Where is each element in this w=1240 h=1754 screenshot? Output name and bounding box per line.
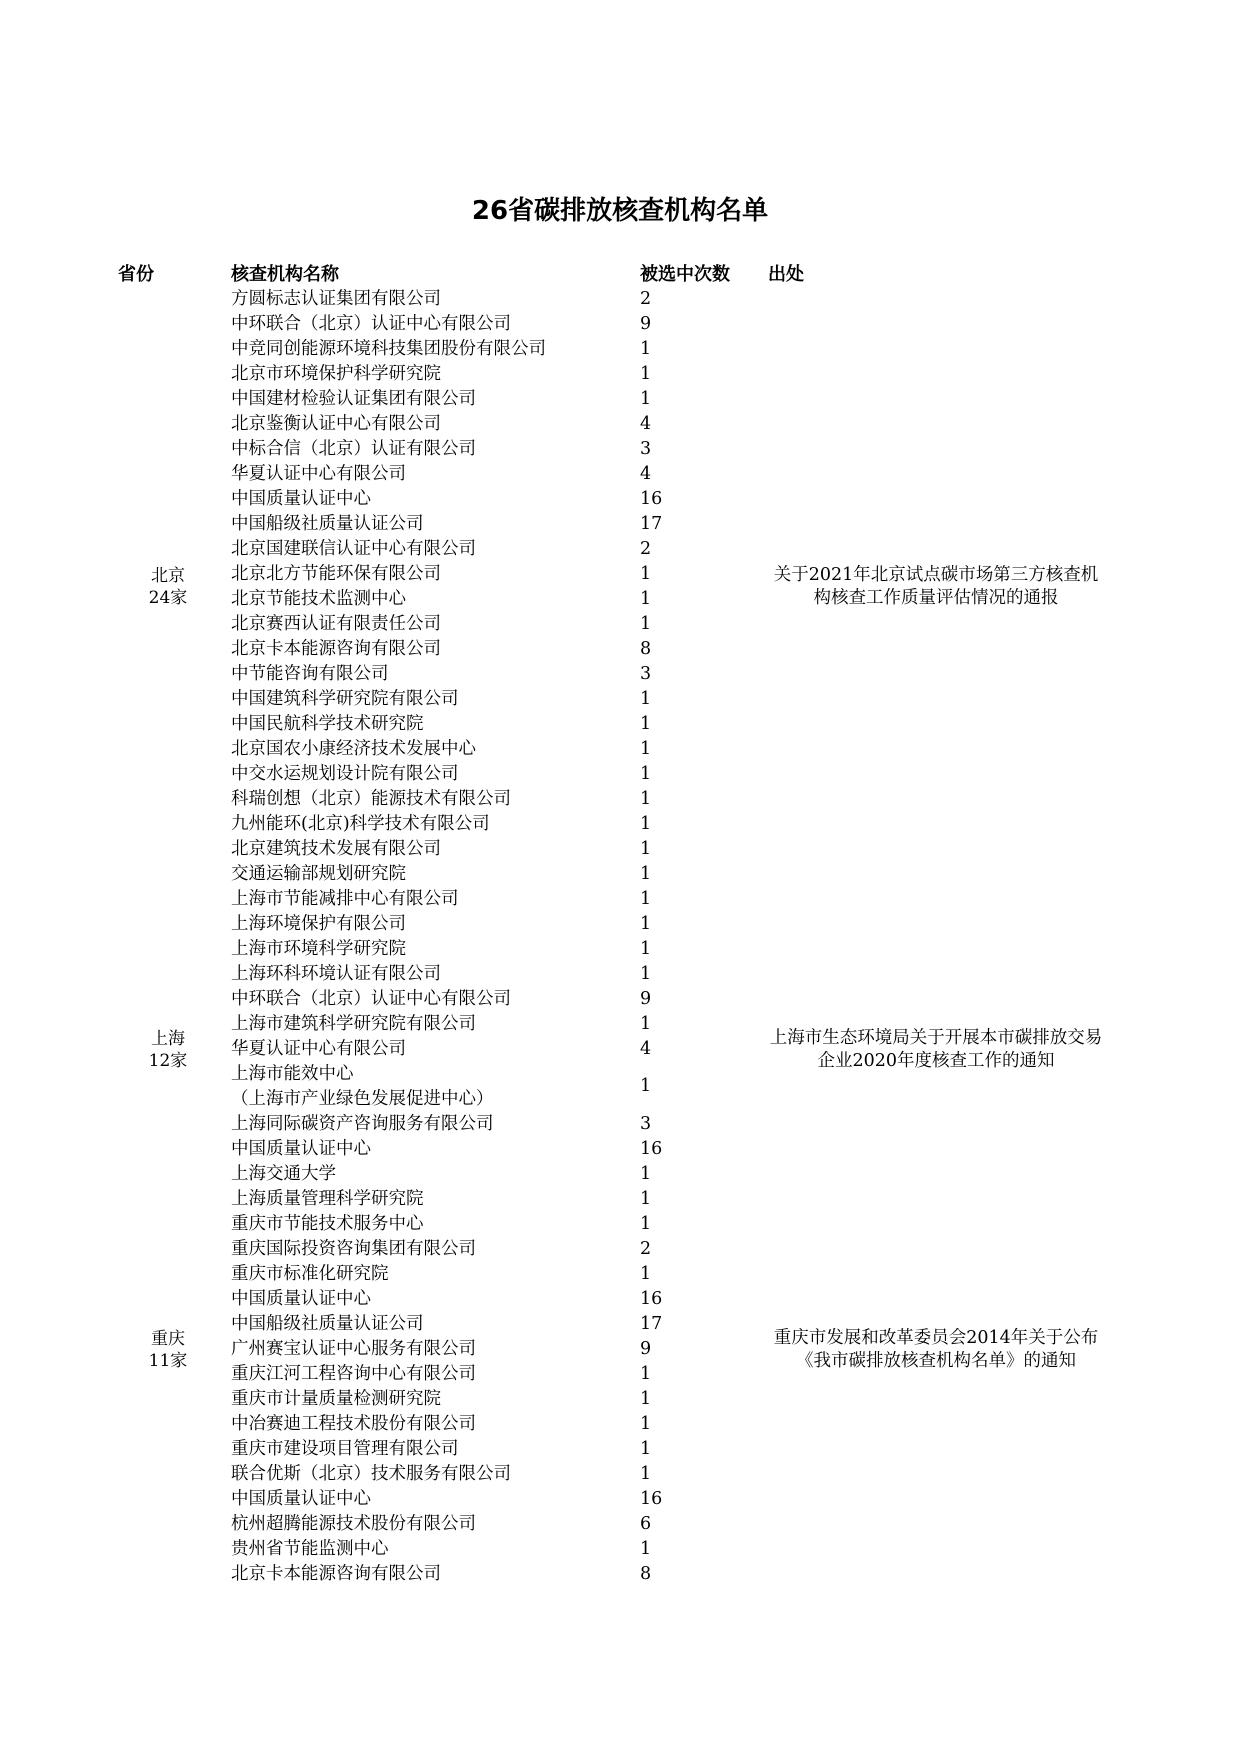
- times-selected-cell: 1: [640, 1164, 652, 1184]
- province-name: 上海: [151, 1028, 185, 1049]
- times-selected-cell: 2: [640, 539, 652, 559]
- times-selected-cell: 4: [640, 1039, 652, 1059]
- table-row: [0, 362, 1240, 387]
- times-selected-cell: 9: [640, 989, 652, 1009]
- agency-name-cell: 杭州超腾能源技术股份有限公司: [231, 1514, 476, 1534]
- table-row: [0, 337, 1240, 362]
- times-selected-cell: 1: [640, 689, 652, 709]
- agency-name-cell: 重庆市计量质量检测研究院: [231, 1389, 441, 1409]
- province-group: [0, 887, 1240, 1212]
- table-row: [0, 1162, 1240, 1187]
- times-selected-cell: 3: [640, 1114, 652, 1134]
- agency-name-cell: 中节能咨询有限公司: [231, 664, 389, 684]
- agency-name-cell: 重庆江河工程咨询中心有限公司: [231, 1364, 476, 1384]
- agency-name-cell: 华夏认证中心有限公司: [231, 464, 406, 484]
- province-group: [0, 1487, 1240, 1587]
- times-selected-cell: 17: [640, 1314, 663, 1334]
- agency-name-cell: 上海同际碳资产咨询服务有限公司: [231, 1114, 494, 1134]
- table-row: [0, 1437, 1240, 1462]
- table-row: [0, 1462, 1240, 1487]
- table-row: [0, 462, 1240, 487]
- times-selected-cell: 1: [640, 1439, 652, 1459]
- times-selected-cell: 1: [640, 564, 652, 584]
- agency-name-cell: 上海交通大学: [231, 1164, 336, 1184]
- province-cell: [128, 565, 208, 609]
- agency-name-cell: 中标合信（北京）认证有限公司: [231, 439, 476, 459]
- agency-name-cell: 中国民航科学技术研究院: [231, 714, 424, 734]
- agency-name-cell: 中国船级社质量认证公司: [231, 514, 424, 534]
- table-row: [0, 1387, 1240, 1412]
- times-selected-cell: 1: [640, 889, 652, 909]
- agency-name-cell: 联合优斯（北京）技术服务有限公司: [231, 1464, 511, 1484]
- table-row: [0, 487, 1240, 512]
- table-row: [0, 812, 1240, 837]
- times-selected-cell: 8: [640, 639, 652, 659]
- times-selected-cell: 1: [640, 1389, 652, 1409]
- table-row: [0, 662, 1240, 687]
- agency-name-cell: 重庆市建设项目管理有限公司: [231, 1439, 459, 1459]
- table-row: [0, 1112, 1240, 1137]
- times-selected-cell: 1: [640, 864, 652, 884]
- agency-name-cell: 华夏认证中心有限公司: [231, 1039, 406, 1059]
- agency-name-cell: 上海市能效中心 （上海市产业绿色发展促进中心）: [231, 1064, 494, 1109]
- agency-name-cell: 北京国建联信认证中心有限公司: [231, 539, 476, 559]
- agency-name-cell: 九州能环(北京)科学技术有限公司: [231, 814, 490, 834]
- times-selected-cell: 1: [640, 764, 652, 784]
- times-selected-cell: 1: [640, 1414, 652, 1434]
- table-row: [0, 1137, 1240, 1162]
- header-province: 省份: [118, 264, 154, 285]
- times-selected-cell: 1: [640, 714, 652, 734]
- times-selected-cell: 9: [640, 314, 652, 334]
- times-selected-cell: 1: [640, 814, 652, 834]
- times-selected-cell: 4: [640, 414, 652, 434]
- table-row: [0, 637, 1240, 662]
- agency-name-cell: 中国船级社质量认证公司: [231, 1314, 424, 1334]
- times-selected-cell: 1: [640, 1014, 652, 1034]
- times-selected-cell: 1: [640, 939, 652, 959]
- agency-name-cell: 上海市环境科学研究院: [231, 939, 406, 959]
- times-selected-cell: 3: [640, 664, 652, 684]
- agency-name-cell: 北京国农小康经济技术发展中心: [231, 739, 476, 759]
- agency-name-cell: 中环联合（北京）认证中心有限公司: [231, 989, 511, 1009]
- agency-name-cell: 中国质量认证中心: [231, 1489, 371, 1509]
- times-selected-cell: 1: [640, 1539, 652, 1559]
- province-name: 重庆: [151, 1328, 185, 1349]
- times-selected-cell: 1: [640, 389, 652, 409]
- table-row: [0, 412, 1240, 437]
- times-selected-cell: 2: [640, 289, 652, 309]
- times-selected-cell: 2: [640, 1239, 652, 1259]
- times-selected-cell: 1: [640, 789, 652, 809]
- agency-name-cell: 中环联合（北京）认证中心有限公司: [231, 314, 511, 334]
- agency-name-cell: 北京卡本能源咨询有限公司: [231, 1564, 441, 1584]
- table-row: [0, 287, 1240, 312]
- agency-name-cell: 方圆标志认证集团有限公司: [231, 289, 441, 309]
- agency-name-cell: 重庆市标准化研究院: [231, 1264, 389, 1284]
- agency-name-cell: 交通运输部规划研究院: [231, 864, 406, 884]
- times-selected-cell: 1: [640, 1214, 652, 1234]
- agency-name-cell: 中竞同创能源环境科技集团股份有限公司: [231, 339, 546, 359]
- times-selected-cell: 1: [640, 914, 652, 934]
- times-selected-cell: 3: [640, 439, 652, 459]
- header-agency-name: 核查机构名称: [231, 264, 339, 285]
- times-selected-cell: 1: [640, 589, 652, 609]
- agency-name-cell: 中国建筑科学研究院有限公司: [231, 689, 459, 709]
- table-row: [0, 1537, 1240, 1562]
- table-row: [0, 862, 1240, 887]
- times-selected-cell: 1: [640, 1076, 652, 1096]
- agency-name-cell: 科瑞创想（北京）能源技术有限公司: [231, 789, 511, 809]
- table-row: [0, 937, 1240, 962]
- province-group: [0, 1212, 1240, 1487]
- province-cell: [128, 1028, 208, 1072]
- table-row: [0, 387, 1240, 412]
- agency-name-cell: 上海市节能减排中心有限公司: [231, 889, 459, 909]
- table-row: [0, 1512, 1240, 1537]
- province-group: [0, 287, 1240, 887]
- table-row: [0, 1262, 1240, 1287]
- table-row: [0, 987, 1240, 1012]
- agency-name-cell: 上海环境保护有限公司: [231, 914, 406, 934]
- table-row: [0, 887, 1240, 912]
- agency-name-cell: 重庆市节能技术服务中心: [231, 1214, 424, 1234]
- agency-name-cell: 北京节能技术监测中心: [231, 589, 406, 609]
- source-cell: 上海市生态环境局关于开展本市碳排放交易企业2020年度核查工作的通知: [769, 1027, 1103, 1071]
- agency-name-cell: 中国质量认证中心: [231, 1139, 371, 1159]
- agency-name-cell: 重庆国际投资咨询集团有限公司: [231, 1239, 476, 1259]
- agency-name-cell: 北京建筑技术发展有限公司: [231, 839, 441, 859]
- times-selected-cell: 9: [640, 1339, 652, 1359]
- times-selected-cell: 1: [640, 739, 652, 759]
- times-selected-cell: 16: [640, 1139, 663, 1159]
- agency-name-cell: 北京市环境保护科学研究院: [231, 364, 441, 384]
- agency-name-cell: 北京赛西认证有限责任公司: [231, 614, 441, 634]
- table-row: [0, 1412, 1240, 1437]
- table-row: [0, 1187, 1240, 1212]
- table-row: [0, 737, 1240, 762]
- table-row: [0, 912, 1240, 937]
- times-selected-cell: 17: [640, 514, 663, 534]
- table-row: [0, 512, 1240, 537]
- agency-name-cell: 上海质量管理科学研究院: [231, 1189, 424, 1209]
- table-row: [0, 962, 1240, 987]
- times-selected-cell: 16: [640, 1289, 663, 1309]
- times-selected-cell: 1: [640, 339, 652, 359]
- times-selected-cell: 1: [640, 1364, 652, 1384]
- table-row: [0, 1562, 1240, 1587]
- times-selected-cell: 6: [640, 1514, 652, 1534]
- times-selected-cell: 1: [640, 364, 652, 384]
- agency-name-cell: 北京卡本能源咨询有限公司: [231, 639, 441, 659]
- document-title: 26省碳排放核查机构名单: [471, 196, 769, 226]
- province-agency-count: 12家: [148, 1050, 188, 1071]
- table-row: [0, 1487, 1240, 1512]
- header-times-selected: 被选中次数: [640, 264, 730, 285]
- table-row: [0, 437, 1240, 462]
- times-selected-cell: 4: [640, 464, 652, 484]
- times-selected-cell: 1: [640, 964, 652, 984]
- times-selected-cell: 16: [640, 1489, 663, 1509]
- agency-name-cell: 贵州省节能监测中心: [231, 1539, 389, 1559]
- source-cell: 关于2021年北京试点碳市场第三方核查机构核查工作质量评估情况的通报: [773, 565, 1099, 608]
- table-row: [0, 1237, 1240, 1262]
- table-row: [0, 762, 1240, 787]
- province-agency-count: 11家: [148, 1350, 188, 1371]
- table-row: [0, 712, 1240, 737]
- province-name: 北京: [151, 566, 185, 586]
- table-row: [0, 312, 1240, 337]
- agency-name-cell: 北京北方节能环保有限公司: [231, 564, 441, 584]
- agency-name-cell: 中国质量认证中心: [231, 489, 371, 509]
- province-cell: [128, 1328, 208, 1372]
- province-agency-count: 24家: [148, 588, 188, 608]
- times-selected-cell: 1: [640, 1264, 652, 1284]
- table-row: [0, 787, 1240, 812]
- agency-name-cell: 北京鉴衡认证中心有限公司: [231, 414, 441, 434]
- times-selected-cell: 1: [640, 839, 652, 859]
- agency-name-cell: 中国质量认证中心: [231, 1289, 371, 1309]
- table-row: [0, 1212, 1240, 1237]
- agency-name-cell: 上海环科环境认证有限公司: [231, 964, 441, 984]
- agency-name-cell: 广州赛宝认证中心服务有限公司: [231, 1339, 476, 1359]
- table-row: [0, 612, 1240, 637]
- agency-name-cell: 中交水运规划设计院有限公司: [231, 764, 459, 784]
- table-row: [0, 537, 1240, 562]
- agency-name-cell: 中国建材检验认证集团有限公司: [231, 389, 476, 409]
- table-row: [0, 687, 1240, 712]
- times-selected-cell: 16: [640, 489, 663, 509]
- times-selected-cell: 1: [640, 1189, 652, 1209]
- times-selected-cell: 1: [640, 1464, 652, 1484]
- agency-name-cell: 中冶赛迪工程技术股份有限公司: [231, 1414, 476, 1434]
- table-row: [0, 837, 1240, 862]
- table-row: [0, 1287, 1240, 1312]
- times-selected-cell: 8: [640, 1564, 652, 1584]
- agency-name-cell: 上海市建筑科学研究院有限公司: [231, 1014, 476, 1034]
- header-source: 出处: [768, 264, 804, 285]
- times-selected-cell: 1: [640, 614, 652, 634]
- source-cell: 重庆市发展和改革委员会2014年关于公布《我市碳排放核查机构名单》的通知: [773, 1327, 1099, 1371]
